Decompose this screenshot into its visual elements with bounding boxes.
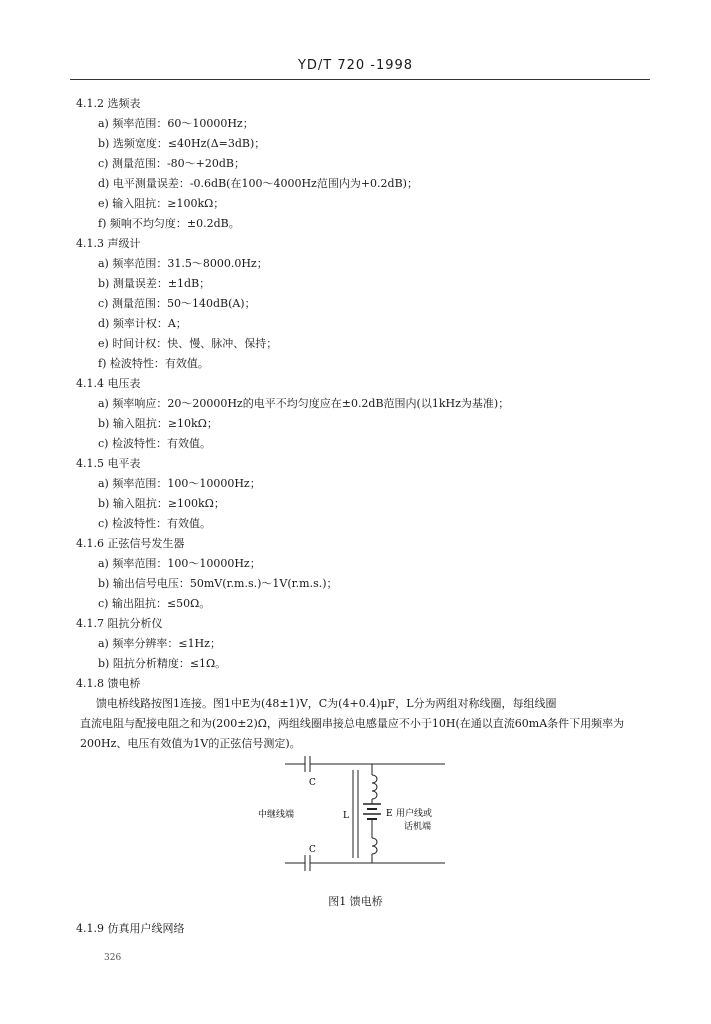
page-number: 326 bbox=[104, 953, 122, 963]
battery-label: E bbox=[386, 809, 393, 819]
section-heading: 4.1.6 正弦信号发生器 bbox=[76, 537, 185, 550]
inductor-label: L bbox=[343, 811, 349, 821]
section-heading: 4.1.2 选频表 bbox=[76, 97, 141, 110]
section-heading: 4.1.7 阻抗分析仪 bbox=[76, 617, 163, 630]
subscriber-side-label: 话机端 bbox=[404, 822, 432, 832]
list-item: a) 频率范围：100～10000Hz； bbox=[98, 477, 261, 490]
section-heading: 4.1.3 声级计 bbox=[76, 237, 141, 250]
inductor-coil-top bbox=[372, 775, 377, 799]
list-item: a) 频率范围：100～10000Hz； bbox=[98, 557, 261, 570]
list-item: b) 选频宽度：≤40Hz(Δ=3dB)； bbox=[98, 137, 266, 150]
inductor-coil-bottom bbox=[372, 838, 377, 854]
list-item: b) 测量误差：±1dB； bbox=[98, 277, 211, 290]
list-item: a) 频率响应：20～20000Hz的电平不均匀度应在±0.2dB范围内(以1kHz为基准)； bbox=[98, 397, 510, 410]
body-paragraph: 直流电阻与配接电阻之和为(200±2)Ω，两组线圈串接总电感量应不小于10H(在通以直流60mA条件下用频率为200Hz、电压有效值为1V的正弦信号测定)。 bbox=[80, 717, 625, 750]
list-item: c) 测量范围：50～140dB(A)； bbox=[98, 297, 256, 310]
list-item: b) 输出信号电压：50mV(r.m.s.)～1V(r.m.s.)； bbox=[98, 577, 338, 590]
section-heading: 4.1.8 馈电桥 bbox=[76, 677, 141, 690]
list-item: c) 测量范围：-80～+20dB； bbox=[98, 157, 246, 170]
section-heading: 4.1.9 仿真用户线网络 bbox=[76, 922, 185, 935]
list-item: c) 输出阻抗：≤50Ω。 bbox=[98, 597, 211, 610]
list-item: f) 检波特性：有效值。 bbox=[98, 357, 209, 370]
list-item: c) 检波特性：有效值。 bbox=[98, 517, 211, 530]
list-item: a) 频率分辨率：≤1Hz； bbox=[98, 637, 221, 650]
body-paragraph: 馈电桥线路按图1连接。图1中E为(48±1)V，C为(4+0.4)μF，L分为两组对称线圈，每组线圈 bbox=[96, 697, 557, 710]
capacitor-label-bottom: C bbox=[309, 845, 316, 855]
list-item: f) 频响不均匀度：±0.2dB。 bbox=[98, 217, 240, 230]
list-item: e) 时间计权：快、慢、脉冲、保持； bbox=[98, 337, 278, 350]
subscriber-side-label: 用户线或 bbox=[396, 809, 433, 819]
list-item: b) 阻抗分析精度：≤1Ω。 bbox=[98, 657, 227, 670]
capacitor-label-top: C bbox=[309, 778, 316, 788]
figure-caption: 图1 馈电桥 bbox=[328, 895, 383, 908]
list-item: c) 检波特性：有效值。 bbox=[98, 437, 211, 450]
document-header: YD/T 720 -1998 bbox=[297, 58, 414, 73]
list-item: b) 输入阻抗：≥10kΩ； bbox=[98, 417, 218, 430]
section-heading: 4.1.5 电平表 bbox=[76, 457, 141, 470]
trunk-side-label: 中继线端 bbox=[258, 810, 295, 820]
list-item: d) 频率计权：A； bbox=[98, 317, 187, 330]
list-item: b) 输入阻抗：≥100kΩ； bbox=[98, 497, 225, 510]
list-item: a) 频率范围：60～10000Hz； bbox=[98, 117, 254, 130]
list-item: e) 输入阻抗：≥100kΩ； bbox=[98, 197, 225, 210]
section-heading: 4.1.4 电压表 bbox=[76, 377, 141, 390]
list-item: a) 频率范围：31.5～8000.0Hz； bbox=[98, 257, 268, 270]
list-item: d) 电平测量误差：-0.6dB(在100～4000Hz范围内为+0.2dB)； bbox=[98, 177, 418, 190]
